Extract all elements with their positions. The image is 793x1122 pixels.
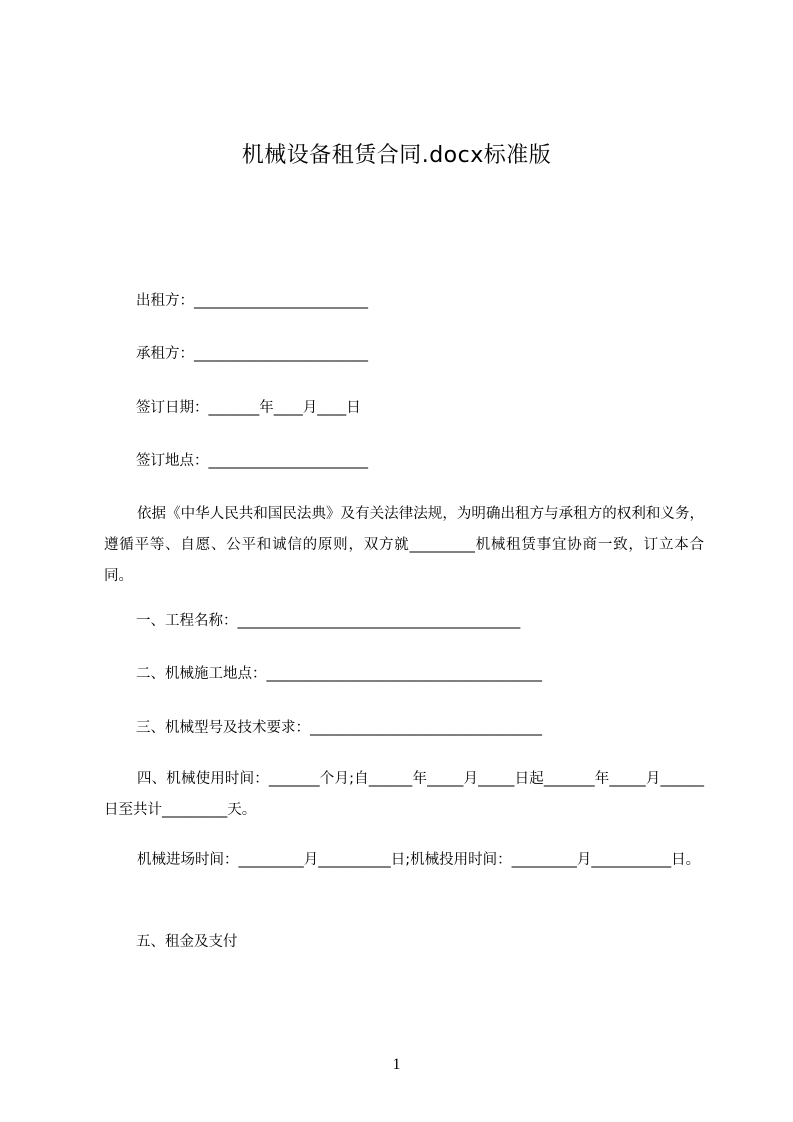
sign-date-field: 签订日期：_______年____月____日 bbox=[136, 400, 361, 416]
clause-rent-payment: 五、租金及支付 bbox=[136, 934, 238, 950]
preamble-paragraph: 依据《中华人民共和国民法典》及有关法律法规，为明确出租方与承租方的权利和义务，遵循平等、自愿、公平和诚信的原则，双方就_________机械租赁事宜协商一致，订立本合同。 bbox=[104, 506, 704, 584]
document-title: 机械设备租赁合同.docx标准版 bbox=[241, 143, 552, 168]
clause-machine-model: 三、机械型号及技术要求：________________________________ bbox=[136, 720, 542, 736]
clause-construction-site: 二、机械施工地点：______________________________________ bbox=[136, 666, 542, 682]
page-number: 1 bbox=[392, 1056, 401, 1073]
lessee-field: 承租方：________________________ bbox=[136, 346, 368, 362]
clause-usage-period: 四、机械使用时间：_______个月;自______年_____月_____日起_______年_____月______日至共计_________天。 bbox=[104, 771, 704, 818]
clause-entry-time: 机械进场时间：_________月__________日;机械投用时间：_________月___________日。 bbox=[137, 852, 701, 868]
lessor-field: 出租方：________________________ bbox=[136, 293, 368, 309]
clause-project-name: 一、工程名称：_______________________________________ bbox=[136, 613, 521, 629]
sign-place-field: 签订地点：______________________ bbox=[136, 453, 368, 469]
